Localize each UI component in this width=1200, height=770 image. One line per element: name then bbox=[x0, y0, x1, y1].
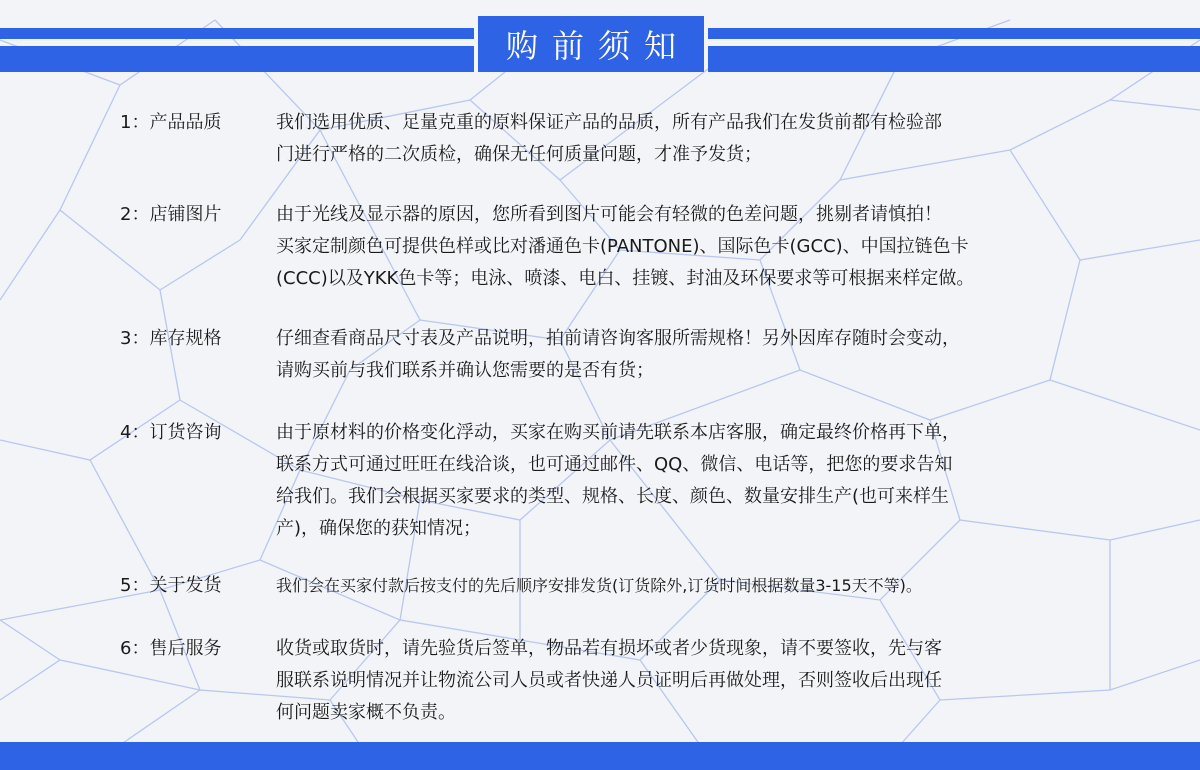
body-line: 门进行严格的二次质检，确保无任何质量问题，才准予发货； bbox=[276, 144, 762, 165]
section-label: 6：售后服务 bbox=[120, 638, 222, 659]
body-line: 联系方式可通过旺旺在线洽谈，也可通过邮件、QQ、微信、电话等，把您的要求告知 bbox=[276, 454, 953, 475]
section-label: 4：订货咨询 bbox=[120, 422, 222, 443]
header-stripe-left-lower bbox=[0, 46, 474, 72]
footer-bar bbox=[0, 742, 1200, 770]
body-line: 买家定制颜色可提供色样或比对潘通色卡(PANTONE)、国际色卡(GCC)、中国拉链色卡 bbox=[276, 236, 969, 257]
body-line: 我们选用优质、足量克重的原料保证产品的品质，所有产品我们在发货前都有检验部 bbox=[276, 112, 942, 133]
title-block bbox=[478, 16, 704, 72]
body-line: 收货或取货时，请先验货后签单，物品若有损坏或者少货现象，请不要签收，先与客 bbox=[276, 638, 942, 659]
header-stripe-right-lower bbox=[708, 46, 1200, 72]
header-stripe-left bbox=[0, 28, 474, 39]
section-body bbox=[276, 107, 1066, 171]
body-line: 由于原材料的价格变化浮动，买家在购买前请先联系本店客服，确定最终价格再下单， bbox=[276, 422, 960, 443]
body-line: 何问题卖家概不负责。 bbox=[276, 702, 456, 723]
section-label: 5：关于发货 bbox=[120, 575, 222, 596]
section-label: 3：库存规格 bbox=[120, 328, 222, 349]
body-line: 产)，确保您的获知情况； bbox=[276, 518, 482, 539]
section-body bbox=[276, 570, 1066, 602]
body-line: (CCC)以及YKK色卡等；电泳、喷漆、电白、挂镀、封油及环保要求等可根据来样定做。 bbox=[276, 268, 975, 289]
section-label: 2：店铺图片 bbox=[120, 204, 222, 225]
section-body bbox=[276, 417, 1066, 545]
page-title: 购前须知 bbox=[505, 27, 690, 65]
section-label: 1：产品品质 bbox=[120, 112, 222, 133]
body-line: 服联系说明情况并让物流公司人员或者快递人员证明后再做处理，否则签收后出现任 bbox=[276, 670, 942, 691]
section-body bbox=[276, 633, 1066, 729]
section-body bbox=[276, 323, 1066, 387]
body-line: 由于光线及显示器的原因，您所看到图片可能会有轻微的色差问题，挑剔者请慎拍！ bbox=[276, 204, 942, 225]
body-line: 仔细查看商品尺寸表及产品说明，拍前请咨询客服所需规格！另外因库存随时会变动， bbox=[276, 328, 960, 349]
body-line: 我们会在买家付款后按支付的先后顺序安排发货(订货除外,订货时间根据数量3-15天不等)。 bbox=[276, 576, 922, 595]
body-line: 给我们。我们会根据买家要求的类型、规格、长度、颜色、数量安排生产(也可来样生 bbox=[276, 486, 950, 507]
header-stripe-right bbox=[708, 28, 1200, 39]
section-body bbox=[276, 199, 1066, 295]
body-line: 请购买前与我们联系并确认您需要的是否有货； bbox=[276, 360, 654, 381]
